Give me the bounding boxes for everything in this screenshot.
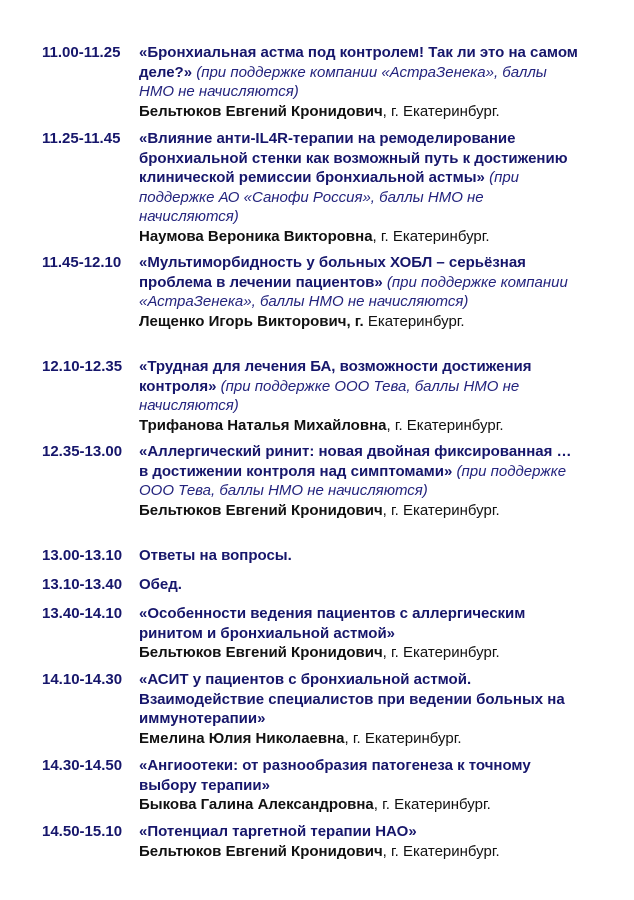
talk-text [139, 670, 579, 729]
item-body [139, 670, 579, 748]
talk-text [139, 546, 579, 566]
sponsor-note: (при поддержке компании «АстраЗенека», баллы НМО не начисляются) [139, 273, 568, 311]
item-body [139, 756, 579, 815]
schedule-item [42, 822, 602, 861]
talk-title: «АСИТ у пациентов с бронхиальной астмой. Взаимодействие специалистов при ведении больных на иммунотерапии» [139, 671, 565, 728]
schedule-item [42, 670, 602, 748]
item-body [139, 575, 579, 595]
talk-text [139, 575, 579, 595]
speaker-line [139, 643, 579, 663]
speaker-city: , г. Екатеринбург. [386, 416, 504, 434]
time-slot: 13.10-13.40 [42, 576, 123, 593]
speaker-line [139, 102, 579, 122]
talk-text [139, 129, 579, 227]
sponsor-note: (при поддержке ООО Тева, баллы НМО не начисляются) [139, 462, 567, 500]
time-slot: 11.00-11.25 [42, 44, 121, 61]
talk-title: «Влияние анти-IL4R-терапии на ремоделирование бронхиальной стенки как возможный путь к достижению клинической ремиссии бронхиальной астмы» [139, 130, 568, 187]
talk-title: Обед. [139, 576, 182, 593]
schedule-item [42, 604, 602, 663]
speaker-line [139, 729, 579, 749]
time-slot: 11.25-11.45 [42, 130, 121, 147]
talk-title: «Ангиоотеки: от разнообразия патогенеза к точному выбору терапии» [139, 757, 531, 794]
item-body [139, 604, 579, 663]
talk-title: «Аллергический ринит: новая двойная фиксированная … в достижении контроля над симптомами» [139, 443, 572, 480]
item-body [139, 43, 579, 121]
speaker-city: , г. Екатеринбург. [344, 729, 462, 747]
schedule-item [42, 43, 602, 121]
speaker-line [139, 416, 579, 436]
speaker-line [139, 842, 579, 862]
speaker-city: , г. Екатеринбург. [382, 501, 500, 519]
speaker-name: Трифанова Наталья Михайловна [139, 416, 387, 434]
schedule-item [42, 357, 602, 435]
talk-text [139, 756, 579, 795]
time-slot: 14.10-14.30 [42, 671, 123, 688]
sponsor-note: (при поддержке АО «Санофи Россия», баллы НМО не начисляются) [139, 169, 520, 226]
item-body [139, 442, 579, 520]
speaker-line [139, 501, 579, 521]
time-slot: 14.50-15.10 [42, 823, 123, 840]
time-slot: 12.35-13.00 [42, 443, 123, 460]
talk-text [139, 357, 579, 416]
schedule-item [42, 442, 602, 520]
talk-title: «Мультиморбидность у больных ХОБЛ – серьёзная проблема в лечении пациентов» [139, 254, 526, 291]
schedule-item [42, 756, 602, 815]
talk-text [139, 604, 579, 643]
speaker-name: Бельтюков Евгений Кронидович [139, 501, 383, 519]
talk-text [139, 442, 579, 501]
speaker-city: , г. Екатеринбург. [372, 227, 490, 245]
talk-title: «Бронхиальная астма под контролем! Так ли это на самом деле?» [139, 44, 578, 81]
time-slot: 14.30-14.50 [42, 757, 123, 774]
sponsor-note: (при поддержке компании «АстраЗенека», баллы НМО не начисляются) [139, 63, 547, 101]
time-slot: 11.45-12.10 [42, 254, 122, 271]
schedule-item [42, 546, 602, 566]
time-slot: 12.10-12.35 [42, 358, 123, 375]
speaker-name: Бельтюков Евгений Кронидович [139, 644, 383, 662]
speaker-line [139, 312, 579, 332]
item-body [139, 822, 579, 861]
talk-text [139, 822, 579, 842]
speaker-name: Бельтюков Евгений Кронидович [139, 102, 383, 120]
speaker-name: Емелина Юлия Николаевна [139, 729, 345, 747]
time-slot: 13.00-13.10 [42, 547, 123, 564]
item-body [139, 129, 579, 247]
speaker-city: , г. Екатеринбург. [382, 842, 500, 860]
speaker-name: Бельтюков Евгений Кронидович [139, 842, 383, 860]
schedule-item [42, 575, 602, 595]
speaker-city: Екатеринбург. [363, 312, 465, 330]
time-slot: 13.40-14.10 [42, 605, 123, 622]
speaker-city: , г. Екатеринбург. [382, 102, 500, 120]
schedule-item [42, 129, 602, 247]
talk-title: «Потенциал таргетной терапии НАО» [139, 823, 417, 840]
talk-text [139, 253, 579, 312]
item-body [139, 546, 579, 566]
talk-title: «Особенности ведения пациентов с аллергическим ринитом и бронхиальной астмой» [139, 605, 526, 642]
speaker-name: Наумова Вероника Викторовна [139, 227, 373, 245]
item-body [139, 253, 579, 331]
talk-title: Ответы на вопросы. [139, 547, 292, 564]
talk-text [139, 43, 579, 102]
speaker-name: Быкова Галина Александровна [139, 796, 374, 814]
speaker-city: , г. Екатеринбург. [382, 644, 500, 662]
speaker-line [139, 795, 579, 815]
talk-title: «Трудная для лечения БА, возможности достижения контроля» [139, 358, 532, 395]
schedule-item [42, 253, 602, 331]
item-body [139, 357, 579, 435]
sponsor-note: (при поддержке ООО Тева, баллы НМО не начисляются) [139, 377, 520, 415]
speaker-city: , г. Екатеринбург. [373, 796, 491, 814]
speaker-line [139, 227, 579, 247]
speaker-name: Лещенко Игорь Викторович, г. [139, 312, 364, 330]
